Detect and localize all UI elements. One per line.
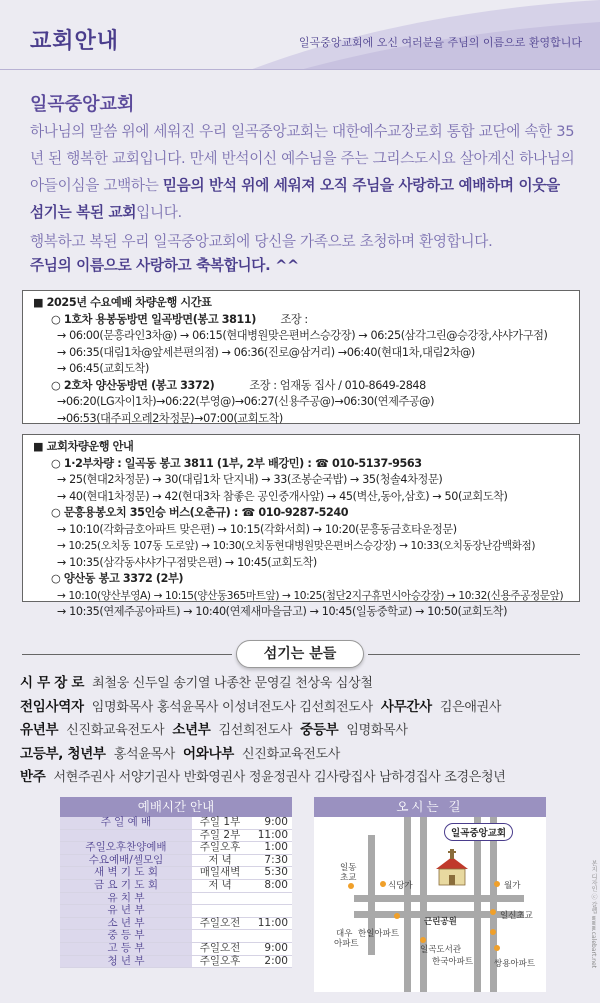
route1-line: → 06:45(교회도착)	[57, 362, 149, 375]
wednesday-shuttle-box	[22, 290, 580, 424]
staff-role: 소년부	[172, 722, 211, 738]
map-label-hanil-apt: 한일아파트	[358, 929, 400, 939]
staff-role: 사무간사	[380, 698, 432, 715]
staff-names: 최철웅 신두일 송기열 나종찬 문영길 천상욱 심상철	[92, 676, 373, 691]
staff-names: 김선희전도사	[218, 723, 293, 738]
vehicle-b-line: → 10:25(오치동 107동 도로앞) → 10:30(오치동현대병원맞은편버스승강장) → 10:33(오치동장난감백화점)	[57, 540, 536, 552]
vehicle-a-title: ○ 1·2부차량 : 일곡동 봉고 3811 (1부, 2부 배강민) : ☎ 010-5137-9563	[51, 456, 422, 470]
service-day: 주일오전	[192, 917, 248, 930]
header-tagline: 일곡중앙교회에 오신 여러분을 주님의 이름으로 환영합니다	[298, 36, 582, 49]
staff-role: 전임사역자	[20, 698, 84, 715]
service-time: 9:00	[248, 942, 292, 955]
route2-driver: 조장 : 엄재동 집사 / 010-8649-2848	[249, 378, 426, 392]
service-name: 수요예배/셀모임	[60, 854, 192, 867]
staff-names: 신진화교육전도사	[241, 746, 341, 762]
map-label-korea-apt: 한국아파트	[432, 957, 474, 967]
service-time: 5:30	[248, 867, 292, 880]
service-times-table	[60, 817, 292, 968]
staff-role: 유년부	[20, 722, 59, 738]
service-times-heading: 예배시간 안내	[60, 797, 292, 817]
staff-names: 김은애권사	[439, 699, 502, 715]
map-marker	[394, 913, 400, 919]
vehicle-b-line: → 10:10(각화금호아파트 맞은편) → 10:15(각화서희) → 10:20(문흥동금호타운정문)	[57, 522, 457, 536]
directions-map	[314, 817, 546, 992]
map-marker	[494, 945, 500, 951]
service-time	[248, 892, 292, 905]
staff-line	[20, 672, 590, 696]
service-day: 주일오후	[192, 842, 248, 855]
map-label-ilgok-elementary-b: 초교	[340, 873, 357, 883]
service-time: 11:00	[248, 829, 292, 842]
service-day	[192, 930, 248, 943]
service-day	[192, 905, 248, 918]
route1-title	[33, 312, 569, 329]
service-name: 청 년 부	[60, 955, 192, 968]
map-marker	[490, 909, 496, 915]
intro-emphasis: 믿음의 반석 위에 세워져 오직 주님을 사랑하고 예배하며 이웃을 섬기는 복된 교회	[30, 177, 560, 221]
service-row	[60, 854, 292, 867]
service-day: 주일오전	[192, 942, 248, 955]
service-name: 유 치 부	[60, 892, 192, 905]
service-name: 주 일 예 배	[60, 817, 192, 829]
staff-names: 임명화목사	[346, 723, 408, 738]
staff-line	[20, 743, 590, 767]
service-row	[60, 842, 292, 855]
staff-names: 임명화목사 홍석윤목사 이성녀전도사 김선희전도사	[91, 699, 373, 715]
intro-paragraph	[30, 118, 578, 226]
route2-title	[33, 378, 569, 395]
church-name-heading: 일곡중앙교회	[30, 94, 135, 115]
divider-left	[22, 654, 232, 655]
staff-heading: 섬기는 분들	[236, 640, 364, 668]
service-day: 주일 1부	[192, 817, 248, 829]
service-name: 소 년 부	[60, 917, 192, 930]
service-row	[60, 955, 292, 968]
staff-names: 신진화교육전도사	[66, 723, 165, 738]
vehicle-a-line: → 25(현대2차정문) → 30(대림1차 단지내) → 33(조봉순국밥) → 35(청솔4차정문)	[57, 473, 443, 486]
vehicle-box-title: ■ 교회차량운행 안내	[33, 440, 134, 453]
service-time	[248, 905, 292, 918]
staff-line	[20, 696, 590, 720]
staff-role: 시 무 장 로	[20, 675, 85, 691]
intro-text: 하나님의 말씀 위에 세워진 우리 일곡중앙교회는 대한예수교장로회 통합 교단에 속한 35년 된 행복한 교회입니다. 만세 반석이신 예수님을 주는 그리스도시요 살아계신 하나님의 아들이심을 고백하는	[30, 123, 575, 194]
staff-names: 홍석윤목사	[113, 746, 175, 762]
vehicle-b-title: ○ 문흥용봉오치 35인승 버스(오춘규) : ☎ 010-9287-5240	[51, 506, 349, 519]
service-name: 고 등 부	[60, 942, 192, 955]
vehicle-b-line: → 10:35(삼각동샤샤가구점맞은편) → 10:45(교회도착)	[57, 555, 317, 569]
vehicle-c-line: → 10:10(양산부영A) → 10:15(양산동365마트앞) → 10:25(첨단2지구휴먼시아승강장) → 10:32(신용주공정문앞)	[57, 589, 564, 602]
service-row	[60, 905, 292, 918]
welcome-blessing: 주님의 이름으로 사랑하고 축복합니다. ^^	[30, 257, 299, 274]
page-title: 교회안내	[30, 29, 120, 54]
welcome-paragraph	[30, 230, 578, 278]
service-name: 금 요 기 도 회	[60, 879, 192, 892]
map-label-park: 근린공원	[424, 917, 457, 927]
service-row	[60, 917, 292, 930]
staff-line	[20, 766, 590, 790]
service-name: 중 등 부	[60, 930, 192, 943]
staff-names: 서현주권사 서양기권사 반화영권사 정윤정권사 김사랑집사 남하경집사 조경은청년	[53, 770, 506, 785]
staff-list	[20, 672, 590, 790]
map-label-ssangyong-apt: 쌍용아파트	[494, 959, 536, 969]
staff-role: 중등부	[300, 722, 339, 738]
map-label-ilgok-elementary: 일동	[340, 863, 357, 873]
service-time: 8:00	[248, 879, 292, 892]
service-row	[60, 879, 292, 892]
church-vehicle-box	[22, 434, 580, 618]
design-credit: 본지 디자인 ⓒ 갈렙 www.calebart.net	[590, 860, 597, 969]
map-marker	[490, 929, 496, 935]
route1-driver: 조장 :	[280, 312, 308, 326]
map-marker	[380, 881, 386, 887]
service-time: 11:00	[248, 917, 292, 930]
intro-text-end: 입니다.	[136, 204, 182, 221]
service-day: 저 녁	[192, 854, 248, 867]
map-church-label: 일곡중앙교회	[444, 823, 513, 841]
service-day: 매일새벽	[192, 867, 248, 880]
route2-name: ○ 2호차 양산동방면 (봉고 3372)	[51, 378, 215, 392]
service-name	[60, 829, 192, 842]
route2-line: →06:20(LG자이1차)→06:22(부영@)→06:27(신용주공@)→06:30(연제주공@)	[57, 395, 435, 408]
service-name: 주일오후찬양예배	[60, 842, 192, 855]
map-label-daewoo: 대우	[336, 929, 353, 939]
map-marker	[348, 883, 354, 889]
service-time: 9:00	[248, 817, 292, 829]
staff-role: 어와나부	[182, 745, 234, 762]
service-day	[192, 892, 248, 905]
vehicle-c-title: ○ 양산동 봉고 3372 (2부)	[51, 572, 184, 585]
service-day: 주일오후	[192, 955, 248, 968]
staff-role: 고등부, 청년부	[20, 745, 106, 762]
service-day: 주일 2부	[192, 829, 248, 842]
map-label-wolga: 월가	[504, 881, 521, 891]
service-row	[60, 942, 292, 955]
service-row	[60, 817, 292, 829]
route1-line: → 06:35(대림1차@앞세븐편의점) → 06:36(진로@삼거리) →06:40(현대1차,대림2차@)	[57, 345, 475, 359]
staff-role: 반주	[20, 769, 46, 785]
service-time	[248, 930, 292, 943]
route1-name: ○ 1호차 용봉동방면 일곡방면(봉고 3811)	[51, 312, 256, 326]
service-name: 새 벽 기 도 회	[60, 867, 192, 880]
map-label-daewoo-b: 아파트	[334, 939, 359, 949]
map-label-restaurants: 식당가	[388, 881, 413, 891]
page-header	[0, 0, 600, 70]
service-name: 유 년 부	[60, 905, 192, 918]
service-row	[60, 829, 292, 842]
map-label-library: 일곡도서관	[420, 945, 462, 955]
service-time: 7:30	[248, 854, 292, 867]
map-label-ilsin-elementary: 일신초교	[500, 911, 533, 921]
wednesday-shuttle-title: ■ 2025년 수요예배 차량운행 시간표	[33, 296, 212, 309]
service-day: 저 녁	[192, 879, 248, 892]
service-row	[60, 867, 292, 880]
route1-line: → 06:00(문흥라인3차@) → 06:15(현대병원맞은편버스승강장) → 06:25(삼각그린@승강장,샤샤가구점)	[57, 329, 548, 342]
service-row	[60, 892, 292, 905]
vehicle-c-line: → 10:35(연제주공아파트) → 10:40(연제새마을금고) → 10:45(일동중학교) → 10:50(교회도착)	[57, 605, 508, 618]
service-row	[60, 930, 292, 943]
directions-heading: 오시는 길	[314, 797, 546, 817]
service-time: 2:00	[248, 955, 292, 968]
route2-line: →06:53(대주피오레2차정문)→07:00(교회도착)	[57, 411, 283, 425]
church-building-icon	[432, 847, 472, 887]
divider-right	[368, 654, 580, 655]
welcome-text: 행복하고 복된 우리 일곡중앙교회에 당신을 가족으로 초청하며 환영합니다.	[30, 233, 493, 250]
vehicle-a-line: → 40(현대1차정문) → 42(현대3차 참좋은 공인중개사앞) → 45(벽산,동아,삼호) → 50(교회도착)	[57, 489, 508, 503]
map-marker	[494, 881, 500, 887]
staff-line	[20, 719, 590, 743]
service-time: 1:00	[248, 842, 292, 855]
